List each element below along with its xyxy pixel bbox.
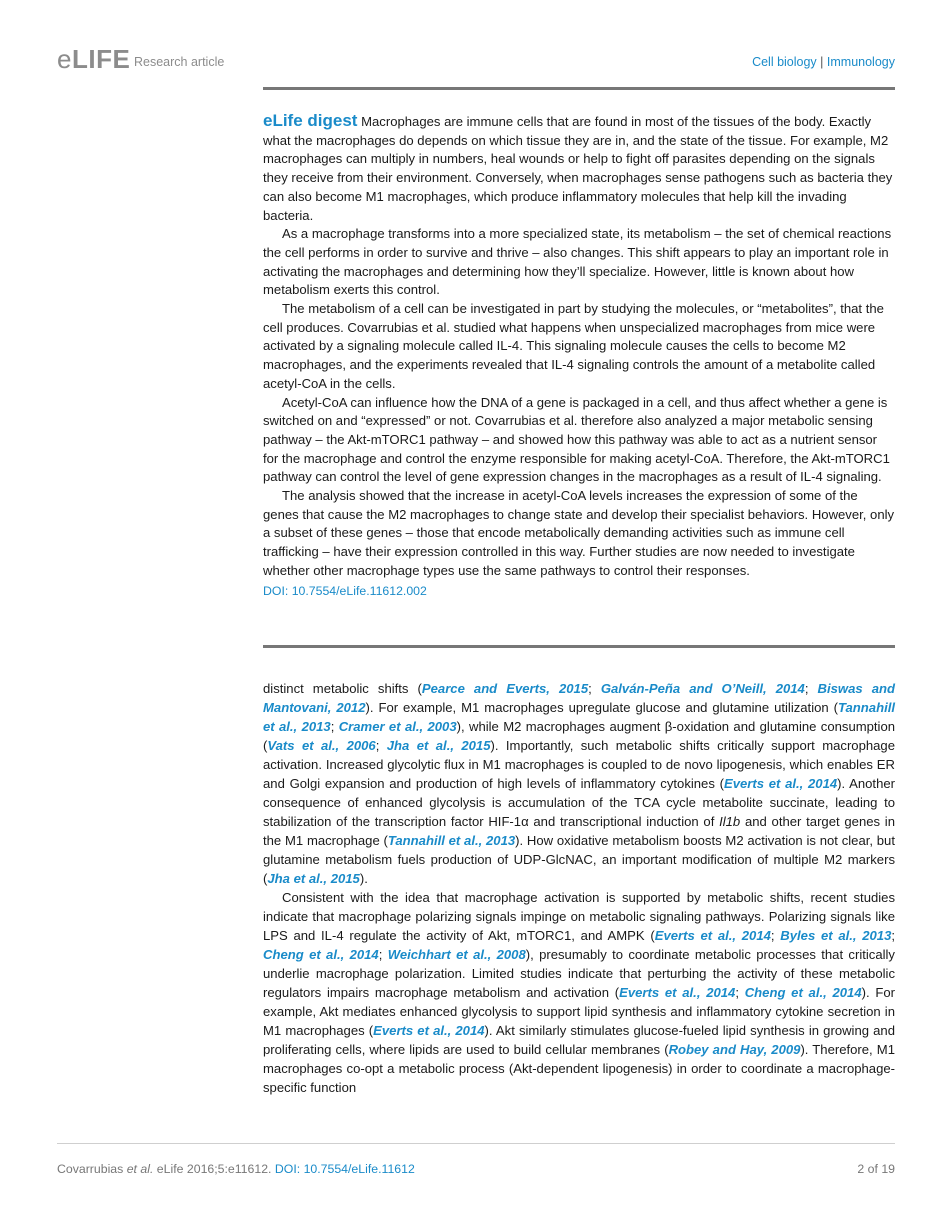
text-run: ). Therefore, M1 macrophages co-opt a metabolic process (Akt-dependent lipogenesis) in order to coordinate a macrophage-specific function <box>263 1042 895 1095</box>
citation-link[interactable]: Cheng et al., 2014 <box>744 985 862 1000</box>
citation-link[interactable]: Everts et al., 2014 <box>654 928 771 943</box>
text-run: ; <box>804 681 818 696</box>
digest-title: eLife digest <box>263 111 358 130</box>
citation-link[interactable]: Jha et al., 2015 <box>267 871 360 886</box>
text-run: ; <box>375 738 387 753</box>
main-body-text <box>263 679 895 1097</box>
digest-paragraph: As a macrophage transforms into a more specialized state, its metabolism – the set of chemical reactions the cell performs in order to survive and thrive – also changes. This shift appears to play an important role in activating the macrophages and determining how they’ll specialize. However, little is known about how metabolism exerts this control. <box>263 226 892 298</box>
digest-paragraph: The analysis showed that the increase in acetyl-CoA levels increases the expression of some of the genes that cause the M2 macrophages to change state and develop their specialist behaviors. However, only a subset of these genes – those that encode metabolically demanding activities such as immune cell trafficking – have their expression controlled in this way. Further studies are now needed to investigate whether other macrophage types use the same pathways to control their responses. <box>263 488 895 578</box>
digest-paragraph: Acetyl-CoA can influence how the DNA of a gene is packaged in a cell, and thus affect whether a gene is switched on and “expressed” or not. Covarrubias et al. therefore also analyzed a major metabolic sensing pathway – the Akt-mTORC1 pathway – and showed how this pathway was able to act as a nutrient sensor for the macrophage and control the enzyme responsible for making acetyl-CoA. Therefore, the Akt-mTORC1 pathway can control the level of gene expression changes in the macrophages as a result of IL-4 signaling. <box>263 394 890 485</box>
citation-link[interactable]: Byles et al., 2013 <box>780 928 892 943</box>
page-header <box>57 44 895 80</box>
citation-link[interactable]: Galván-Peña and O’Neill, 2014 <box>600 681 805 696</box>
citation-link[interactable]: Robey and Hay, 2009 <box>668 1042 801 1057</box>
citation-link[interactable]: Jha et al., 2015 <box>386 738 491 753</box>
text-run: ; <box>378 947 388 962</box>
citation-link[interactable]: Cramer et al., 2003 <box>338 719 457 734</box>
subject-link-immunology[interactable]: Immunology <box>826 55 895 69</box>
page-number: 2 of 19 <box>857 1162 895 1176</box>
citation-link[interactable]: Pearce and Everts, 2015 <box>421 681 589 696</box>
text-run: ; <box>891 928 896 943</box>
footer-authors: Covarrubias <box>57 1162 127 1176</box>
digest-paragraph: eLife digest Macrophages are immune cells that are found in most of the tissues of the body. Exactly what the macrophages do depends on which tissue they are in, and the state of the tissue. For example, M2 macrophages can multiply in numbers, heal wounds or help to fight off parasites depending on the signals they receive from their environment. Conversely, when macrophages sense pathogens such as bacteria they can also become M1 macrophages, which produce inflammatory molecules that help kill the invading bacteria. <box>263 111 893 223</box>
article-type: Research article <box>134 55 225 69</box>
citation-link[interactable]: Tannahill et al., 2013 <box>387 833 516 848</box>
text-run: distinct metabolic shifts ( <box>263 681 422 696</box>
citation-link[interactable]: Tannahill et al., 2013 <box>263 700 895 734</box>
citation-link[interactable]: Everts et al., 2014 <box>723 776 838 791</box>
footer-doi-link[interactable]: DOI: 10.7554/eLife.11612 <box>274 1162 415 1176</box>
text-run: ). Akt similarly stimulates glucose-fueled lipid synthesis in growing and proliferating cells, where lipids are used to build cellular membranes ( <box>263 1023 895 1057</box>
text-run: and other target genes in the M1 macrophage ( <box>263 814 895 848</box>
text-run: ). Another consequence of enhanced glycolysis is accumulation of the TCA cycle metabolite succinate, leading to stabilization of the transcription factor HIF-1α and transcriptional induction of <box>263 776 895 829</box>
digest-bottom-rule <box>263 645 895 648</box>
text-run: ; <box>770 928 781 943</box>
citation-link[interactable]: Cheng et al., 2014 <box>263 947 379 962</box>
gene-name: Il1b <box>719 814 741 829</box>
subject-tags <box>752 55 895 69</box>
citation-link[interactable]: Everts et al., 2014 <box>373 1023 485 1038</box>
footer-rule <box>57 1143 895 1144</box>
body-paragraph <box>263 888 895 1097</box>
citation-link[interactable]: Biswas and Mantovani, 2012 <box>263 681 896 715</box>
text-run: ). For example, M1 macrophages upregulate glucose and glutamine utilization ( <box>365 700 838 715</box>
text-run: ; <box>588 681 601 696</box>
text-run: ). For example, Akt mediates enhanced glycolysis to support lipid synthesis and inflammatory cytokine secretion in M1 macrophages ( <box>263 985 895 1038</box>
citation-link[interactable]: Everts et al., 2014 <box>619 985 736 1000</box>
text-run: ). Importantly, such metabolic shifts critically support macrophage activation. Increased glycolytic flux in M1 macrophages is coupled to de novo lipogenesis, which enables ER and Golgi expansion and production of high levels of inflammatory cytokines ( <box>263 738 895 791</box>
digest-top-rule <box>263 87 895 90</box>
text-run: ). How oxidative metabolism boosts M2 activation is not clear, but glutamine metabolism fuels production of UDP-GlcNAC, an important modification of multiple M2 markers ( <box>263 833 895 886</box>
body-paragraph <box>263 679 895 888</box>
text-run: ; <box>330 719 339 734</box>
footer-citation: eLife 2016;5:e11612. <box>153 1162 275 1176</box>
page-footer <box>57 1162 895 1176</box>
digest-paragraph: The metabolism of a cell can be investigated in part by studying the molecules, or “metabolites”, that the cell produces. Covarrubias et al. studied what happens when unspecialized macrophages from mice were activated by a signaling molecule called IL-4. This signaling molecule causes the cells to become M2 macrophages, and the experiments revealed that IL-4 signaling controls the amount of a metabolite called acetyl-CoA in the cells. <box>263 301 884 391</box>
text-run: ). <box>359 871 368 886</box>
elife-logo[interactable]: eLIFE <box>57 44 131 74</box>
text-run: ), presumably to coordinate metabolic processes that critically underlie macrophage polarization. Limited studies indicate that perturbing the activity of these metabolic regulators impairs macrophage metabolism and activation ( <box>263 947 895 1000</box>
digest-doi-link[interactable]: DOI: 10.7554/eLife.11612.002 <box>263 583 427 598</box>
citation-link[interactable]: Vats et al., 2006 <box>267 738 376 753</box>
subject-link-cell-biology[interactable]: Cell biology <box>752 55 817 69</box>
footer-etal: et al. <box>126 1162 154 1176</box>
text-run: Consistent with the idea that macrophage activation is supported by metabolic shifts, recent studies indicate that macrophage polarizing signals impinge on metabolic signaling pathways. Polarizing signals like LPS and IL-4 regulate the activity of Akt, mTORC1, and AMPK ( <box>263 890 895 943</box>
citation-link[interactable]: Weichhart et al., 2008 <box>387 947 526 962</box>
text-run: ; <box>735 985 745 1000</box>
subject-separator: | <box>820 55 824 69</box>
elife-digest-box <box>263 112 895 600</box>
text-run: ), while M2 macrophages augment β-oxidation and glutamine consumption ( <box>263 719 896 753</box>
